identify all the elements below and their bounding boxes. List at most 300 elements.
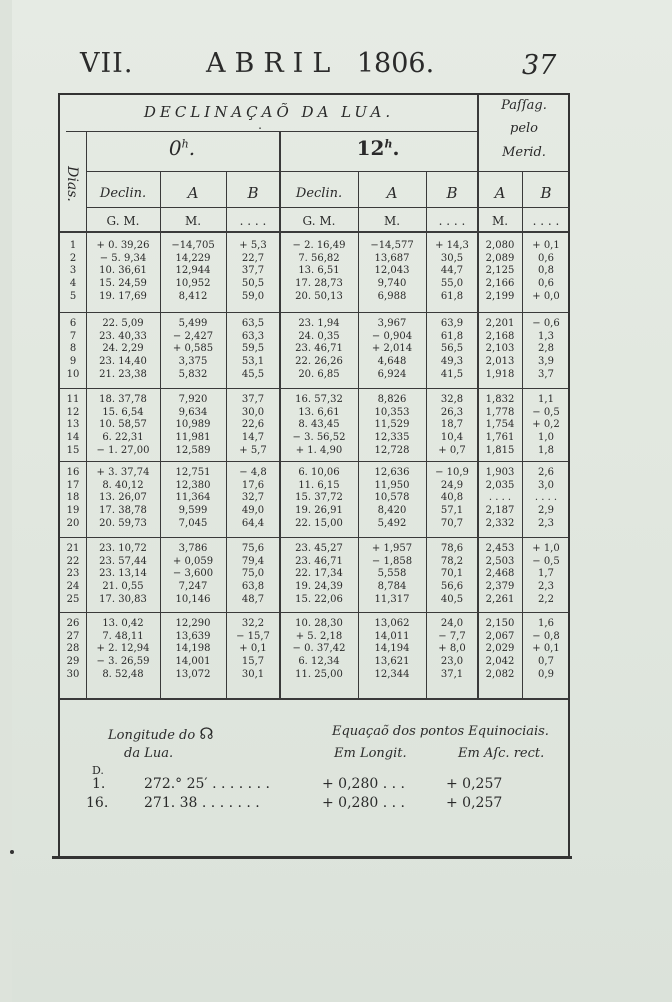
column-a-0h — [160, 394, 226, 458]
column-declin-12h — [280, 318, 358, 382]
day-number: 10 — [66, 368, 80, 380]
cell-declin-0h: 6. 22,31 — [102, 432, 144, 444]
hour-rule — [86, 171, 570, 172]
cell-declin-12h: 13. 6,61 — [298, 406, 340, 418]
unit-m-passage: M. — [491, 214, 509, 228]
cell-declin-12h: 23. 46,71 — [295, 555, 343, 567]
cell-b-12h: 41,5 — [440, 368, 464, 380]
footer-row-1-day: 1. — [92, 776, 106, 792]
cell-a-0h: 9,599 — [178, 505, 208, 517]
day-number: 1 — [69, 240, 77, 251]
cell-passage-a: 2,150 — [485, 618, 515, 629]
equation-title: Equaçaõ dos pontos Equinociais. — [332, 724, 549, 739]
group-rule-4 — [60, 537, 568, 538]
cell-declin-12h: 7. 56,82 — [298, 252, 340, 264]
cell-declin-0h: 13. 0,42 — [102, 618, 144, 629]
cell-a-0h: 7,247 — [178, 581, 208, 593]
cell-a-12h: 8,784 — [377, 581, 407, 593]
cell-passage-a: 2,187 — [485, 505, 515, 517]
cell-a-0h: 12,589 — [175, 444, 211, 456]
day-numbers — [62, 240, 84, 304]
cell-b-12h: 63,9 — [440, 318, 464, 329]
column-passage-b — [522, 394, 570, 458]
cell-a-12h: −14,577 — [370, 240, 414, 251]
unit-dots-passage: . . . . — [532, 214, 560, 228]
chapter-number: VII. — [80, 48, 134, 79]
unit-m-12h: M. — [383, 214, 401, 228]
cell-declin-12h: 19. 26,91 — [295, 505, 343, 517]
cell-declin-0h: 17. 30,83 — [99, 593, 147, 605]
cell-declin-12h: 16. 57,32 — [295, 394, 343, 405]
column-a-12h — [358, 318, 426, 382]
cell-declin-12h: 22. 17,34 — [295, 568, 343, 580]
cell-b-0h: 22,7 — [241, 252, 265, 264]
cell-b-0h: 22,6 — [241, 419, 265, 431]
column-a-12h — [358, 543, 426, 607]
cell-a-12h: 12,043 — [374, 265, 410, 277]
column-passage-b — [522, 467, 570, 531]
month-title: ABRIL 1806. — [206, 48, 435, 79]
cell-a-0h: 7,045 — [178, 517, 208, 529]
cell-declin-0h: 23. 14,40 — [99, 356, 147, 368]
cell-declin-12h: + 5. 2,18 — [295, 630, 343, 642]
cell-a-12h: 12,344 — [374, 668, 410, 680]
cell-declin-12h: 20. 50,13 — [295, 290, 343, 302]
day-number: 6 — [69, 318, 77, 329]
cell-passage-a: 2,013 — [485, 356, 515, 368]
column-b-12h — [426, 240, 478, 304]
cell-a-12h: 14,011 — [374, 630, 410, 642]
cell-passage-a: 1,761 — [485, 432, 515, 444]
cell-declin-12h: 15. 37,72 — [295, 492, 343, 504]
cell-a-0h: −14,705 — [171, 240, 215, 251]
footer-row-1-longitude: 272.° 25′ . . . . . . . — [144, 776, 270, 792]
cell-passage-a: 2,035 — [485, 479, 515, 491]
footer-row-2-day: 16. — [86, 795, 109, 811]
cell-b-12h: + 0,7 — [438, 444, 466, 456]
day-number: 7 — [69, 330, 77, 342]
cell-passage-b: 1,6 — [538, 618, 554, 629]
column-a-12h — [358, 618, 426, 682]
hour-0-heading: 0$^h$. — [168, 136, 196, 160]
group-rule-3 — [60, 461, 568, 462]
cell-a-0h: 14,229 — [175, 252, 211, 264]
column-b-12h — [426, 618, 478, 682]
cell-a-12h: 11,317 — [374, 593, 410, 605]
unit-rule — [60, 231, 568, 233]
cell-b-0h: + 0,1 — [239, 643, 267, 655]
cell-passage-a: . . . . — [488, 492, 512, 504]
cell-a-12h: − 0,904 — [371, 330, 413, 342]
cell-declin-0h: 24. 2,29 — [102, 343, 144, 355]
cell-declin-0h: 7. 48,11 — [102, 630, 144, 642]
cell-passage-b: 2,2 — [538, 593, 554, 605]
cell-declin-12h: 17. 28,73 — [295, 278, 343, 290]
passage-label-line3: Merid. — [502, 145, 546, 160]
cell-passage-a: 2,067 — [485, 630, 515, 642]
column-declin-0h — [86, 240, 160, 304]
cell-a-12h: 3,967 — [377, 318, 407, 329]
em-longit-label: Em Longit. — [334, 746, 407, 761]
cell-b-0h: 37,7 — [241, 394, 265, 405]
cell-declin-0h: 15. 24,59 — [99, 278, 147, 290]
day-number: 24 — [66, 581, 80, 593]
colhead-rule — [86, 207, 570, 208]
col-b-12h: B — [446, 184, 458, 202]
cell-a-12h: + 1,957 — [371, 543, 413, 554]
unit-m-0h: M. — [184, 214, 202, 228]
cell-b-0h: 59,5 — [241, 343, 265, 355]
cell-a-12h: 10,353 — [374, 406, 410, 418]
cell-a-0h: 5,499 — [178, 318, 208, 329]
cell-a-12h: 4,648 — [377, 356, 407, 368]
passage-label-line2: pelo — [510, 121, 538, 136]
column-passage-a — [478, 240, 522, 304]
column-b-0h — [226, 318, 280, 382]
day-number: 4 — [69, 278, 77, 290]
cell-a-0h: − 3,600 — [172, 568, 214, 580]
cell-passage-b: 0,6 — [538, 252, 554, 264]
cell-a-12h: 13,621 — [374, 656, 410, 668]
cell-a-12h: 13,062 — [374, 618, 410, 629]
title-rule — [66, 131, 478, 132]
cell-b-0h: 37,7 — [241, 265, 265, 277]
day-number: 21 — [66, 543, 80, 554]
cell-declin-0h: 13. 26,07 — [99, 492, 147, 504]
column-a-12h — [358, 394, 426, 458]
cell-passage-b: + 1,0 — [532, 543, 560, 554]
cell-declin-12h: 6. 12,34 — [298, 656, 340, 668]
cell-a-0h: 14,198 — [175, 643, 211, 655]
cell-b-12h: 78,2 — [440, 555, 464, 567]
column-passage-a — [478, 618, 522, 682]
day-numbers — [62, 394, 84, 458]
cell-declin-12h: 10. 28,30 — [295, 618, 343, 629]
cell-declin-12h: − 0. 37,42 — [292, 643, 346, 655]
cell-passage-a: 1,815 — [485, 444, 515, 456]
year: 1806. — [356, 48, 435, 79]
cell-passage-b: 3,0 — [538, 479, 554, 491]
cell-a-0h: 8,412 — [178, 290, 208, 302]
cell-declin-0h: 23. 40,33 — [99, 330, 147, 342]
column-a-12h — [358, 240, 426, 304]
cell-b-0h: 59,0 — [241, 290, 265, 302]
cell-passage-b: − 0,8 — [532, 630, 560, 642]
column-passage-b — [522, 543, 570, 607]
cell-passage-a: 2,103 — [485, 343, 515, 355]
column-declin-0h — [86, 543, 160, 607]
cell-passage-b: + 0,2 — [532, 419, 560, 431]
cell-passage-b: 0,7 — [538, 656, 554, 668]
cell-b-12h: 24,0 — [440, 618, 464, 629]
cell-b-0h: 63,3 — [241, 330, 265, 342]
cell-declin-0h: 8. 52,48 — [102, 668, 144, 680]
column-b-0h — [226, 394, 280, 458]
cell-passage-b: 0,6 — [538, 278, 554, 290]
cell-declin-12h: 24. 0,35 — [298, 330, 340, 342]
cell-a-0h: 9,634 — [178, 406, 208, 418]
cell-a-12h: 10,578 — [374, 492, 410, 504]
cell-b-12h: 40,5 — [440, 593, 464, 605]
cell-declin-12h: 23. 46,71 — [295, 343, 343, 355]
cell-declin-12h: 23. 1,94 — [298, 318, 340, 329]
column-declin-0h — [86, 318, 160, 382]
cell-b-0h: 63,8 — [241, 581, 265, 593]
cell-b-12h: 23,0 — [440, 656, 464, 668]
cell-passage-a: 2,379 — [485, 581, 515, 593]
cell-passage-a: 2,089 — [485, 252, 515, 264]
cell-b-0h: − 4,8 — [239, 467, 267, 478]
cell-passage-b: 2,8 — [538, 343, 554, 355]
column-declin-0h — [86, 394, 160, 458]
cell-passage-a: 2,201 — [485, 318, 515, 329]
cell-a-0h: 10,952 — [175, 278, 211, 290]
day-number: 22 — [66, 555, 80, 567]
column-declin-0h — [86, 618, 160, 682]
day-number: 18 — [66, 492, 80, 504]
unit-gm-12h: G. M. — [302, 214, 336, 228]
day-number: 9 — [69, 356, 77, 368]
cell-a-0h: 3,786 — [178, 543, 208, 554]
cell-declin-0h: 10. 58,57 — [99, 419, 147, 431]
cell-declin-0h: 8. 40,12 — [102, 479, 144, 491]
cell-passage-a: 2,042 — [485, 656, 515, 668]
cell-passage-b: 1,8 — [538, 444, 554, 456]
column-declin-12h — [280, 543, 358, 607]
declination-title: DECLINAÇAÕ DA LUA. — [143, 103, 395, 121]
group-rule-1 — [60, 312, 568, 313]
day-number: 19 — [66, 505, 80, 517]
day-number: 15 — [66, 444, 80, 456]
cell-a-12h: 9,740 — [377, 278, 407, 290]
cell-passage-a: 2,503 — [485, 555, 515, 567]
cell-b-12h: 70,7 — [440, 517, 464, 529]
cell-passage-b: − 0,6 — [532, 318, 560, 329]
cell-declin-0h: 23. 10,72 — [99, 543, 147, 554]
col-b-passage: B — [540, 184, 552, 202]
cell-declin-0h: − 3. 26,59 — [96, 656, 150, 668]
cell-b-12h: 37,1 — [440, 668, 464, 680]
cell-b-12h: 26,3 — [440, 406, 464, 418]
cell-passage-a: 2,166 — [485, 278, 515, 290]
column-b-0h — [226, 240, 280, 304]
cell-declin-0h: − 5. 9,34 — [99, 252, 147, 264]
col-declin-0h: Declin. — [99, 186, 147, 201]
cell-a-12h: 6,988 — [377, 290, 407, 302]
cell-passage-a: 2,199 — [485, 290, 515, 302]
days-label: Dias. — [64, 166, 80, 202]
col-a-0h: A — [187, 184, 199, 202]
cell-declin-12h: − 3. 56,52 — [292, 432, 346, 444]
hour-12-heading: 12$^h$. — [356, 136, 400, 160]
cell-b-12h: − 7,7 — [438, 630, 466, 642]
column-b-12h — [426, 467, 478, 531]
column-passage-a — [478, 467, 522, 531]
column-b-0h — [226, 467, 280, 531]
page-header — [0, 44, 672, 84]
cell-a-0h: 13,072 — [175, 668, 211, 680]
cell-a-0h: 12,751 — [175, 467, 211, 478]
cell-b-0h: 32,7 — [241, 492, 265, 504]
cell-a-12h: 12,636 — [374, 467, 410, 478]
cell-a-0h: 12,380 — [175, 479, 211, 491]
cell-declin-0h: 20. 59,73 — [99, 517, 147, 529]
cell-passage-b: 0,8 — [538, 265, 554, 277]
cell-b-0h: 32,2 — [241, 618, 265, 629]
day-number: 13 — [66, 419, 80, 431]
cell-declin-12h: 11. 25,00 — [295, 668, 343, 680]
cell-a-0h: 14,001 — [175, 656, 211, 668]
cell-a-0h: 12,944 — [175, 265, 211, 277]
passage-label-line1: Paſſag. — [501, 98, 547, 113]
column-passage-b — [522, 618, 570, 682]
column-declin-12h — [280, 240, 358, 304]
cell-b-0h: − 15,7 — [236, 630, 270, 642]
cell-declin-0h: 18. 37,78 — [99, 394, 147, 405]
column-b-12h — [426, 543, 478, 607]
cell-b-12h: 56,5 — [440, 343, 464, 355]
longitude-label-moon: da Lua. — [124, 746, 174, 761]
cell-passage-a: 1,903 — [485, 467, 515, 478]
footer-row-2-eq-asc: + 0,257 — [446, 795, 503, 811]
cell-b-12h: 78,6 — [440, 543, 464, 554]
day-number: 11 — [66, 394, 80, 405]
column-declin-12h — [280, 467, 358, 531]
day-numbers — [62, 543, 84, 607]
cell-a-12h: 14,194 — [374, 643, 410, 655]
cell-a-12h: 12,335 — [374, 432, 410, 444]
cell-b-12h: 18,7 — [440, 419, 464, 431]
day-number: 14 — [66, 432, 80, 444]
cell-passage-b: . . . . — [534, 492, 558, 504]
cell-b-0h: 14,7 — [241, 432, 265, 444]
column-declin-12h — [280, 618, 358, 682]
cell-passage-a: 1,918 — [485, 368, 515, 380]
column-a-0h — [160, 467, 226, 531]
column-passage-a — [478, 394, 522, 458]
cell-b-12h: + 14,3 — [435, 240, 469, 251]
column-a-12h — [358, 467, 426, 531]
cell-declin-0h: 22. 5,09 — [102, 318, 144, 329]
unit-dots-12h: . . . . — [438, 214, 466, 228]
cell-b-0h: 15,7 — [241, 656, 265, 668]
cell-a-0h: 11,364 — [175, 492, 211, 504]
cell-b-12h: 49,3 — [440, 356, 464, 368]
cell-passage-b: 2,3 — [538, 517, 554, 529]
cell-b-12h: 32,8 — [440, 394, 464, 405]
column-a-0h — [160, 318, 226, 382]
cell-a-0h: − 2,427 — [172, 330, 214, 342]
cell-passage-a: 2,168 — [485, 330, 515, 342]
em-asc-label: Em Aſc. rect. — [458, 746, 545, 761]
cell-b-12h: 24,9 — [440, 479, 464, 491]
cell-b-12h: 10,4 — [440, 432, 464, 444]
cell-a-0h: 12,290 — [175, 618, 211, 629]
cell-a-12h: 5,558 — [377, 568, 407, 580]
cell-passage-b: − 0,5 — [532, 406, 560, 418]
cell-b-0h: 30,1 — [241, 668, 265, 680]
column-passage-a — [478, 318, 522, 382]
cell-declin-0h: 15. 6,54 — [102, 406, 144, 418]
unit-gm-0h: G. M. — [106, 214, 140, 228]
cell-b-0h: 30,0 — [241, 406, 265, 418]
cell-passage-b: 1,0 — [538, 432, 554, 444]
cell-b-12h: 44,7 — [440, 265, 464, 277]
cell-b-0h: 49,0 — [241, 505, 265, 517]
cell-b-0h: 50,5 — [241, 278, 265, 290]
cell-a-12h: 12,728 — [374, 444, 410, 456]
day-number: 3 — [69, 265, 77, 277]
cell-passage-b: 3,9 — [538, 356, 554, 368]
cell-b-0h: 64,4 — [241, 517, 265, 529]
cell-a-12h: + 2,014 — [371, 343, 413, 355]
cell-declin-12h: 11. 6,15 — [298, 479, 340, 491]
cell-passage-a: 2,125 — [485, 265, 515, 277]
cell-declin-0h: 23. 13,14 — [99, 568, 147, 580]
column-declin-0h — [86, 467, 160, 531]
cell-b-12h: + 8,0 — [438, 643, 466, 655]
cell-b-0h: 48,7 — [241, 593, 265, 605]
cell-a-0h: 10,989 — [175, 419, 211, 431]
cell-b-0h: 45,5 — [241, 368, 265, 380]
cell-passage-a: 2,082 — [485, 668, 515, 680]
cell-b-12h: 57,1 — [440, 505, 464, 517]
cell-a-0h: 5,832 — [178, 368, 208, 380]
cell-declin-12h: 20. 6,85 — [298, 368, 340, 380]
day-number: 17 — [66, 479, 80, 491]
cell-b-12h: 55,0 — [440, 278, 464, 290]
day-number: 16 — [66, 467, 80, 478]
group-rule-5 — [60, 612, 568, 613]
day-number: 27 — [66, 630, 80, 642]
cell-declin-0h: 23. 57,44 — [99, 555, 147, 567]
cell-b-0h: 75,0 — [241, 568, 265, 580]
cell-declin-0h: 21. 23,38 — [99, 368, 147, 380]
col-a-passage: A — [494, 184, 506, 202]
cell-b-0h: + 5,7 — [239, 444, 267, 456]
day-number: 26 — [66, 618, 80, 629]
cell-a-12h: − 1,858 — [371, 555, 413, 567]
day-number: 5 — [69, 290, 77, 302]
cell-passage-b: 1,7 — [538, 568, 554, 580]
cell-passage-a: 2,453 — [485, 543, 515, 554]
cell-declin-0h: 10. 36,61 — [99, 265, 147, 277]
day-number: 12 — [66, 406, 80, 418]
cell-a-0h: 3,375 — [178, 356, 208, 368]
cell-declin-12h: 22. 26,26 — [295, 356, 343, 368]
cell-a-12h: 8,826 — [377, 394, 407, 405]
cell-passage-a: 2,080 — [485, 240, 515, 251]
cell-a-0h: 11,981 — [175, 432, 211, 444]
column-passage-a — [478, 543, 522, 607]
body-bottom-rule — [60, 698, 568, 700]
longitude-label: Longitude do ☊ — [108, 724, 214, 743]
day-number: 30 — [66, 668, 80, 680]
day-number: 28 — [66, 643, 80, 655]
cell-passage-b: 2,3 — [538, 581, 554, 593]
cell-b-12h: − 10,9 — [435, 467, 469, 478]
cell-a-12h: 6,924 — [377, 368, 407, 380]
cell-declin-0h: − 1. 27,00 — [96, 444, 150, 456]
cell-declin-12h: 15. 22,06 — [295, 593, 343, 605]
cell-b-12h: 56,6 — [440, 581, 464, 593]
cell-a-0h: 7,920 — [178, 394, 208, 405]
cell-b-12h: 40,8 — [440, 492, 464, 504]
ascending-node-symbol: ☊ — [199, 724, 214, 743]
cell-declin-0h: 21. 0,55 — [102, 581, 144, 593]
page-number: 37 — [522, 50, 557, 81]
cell-declin-0h: + 3. 37,74 — [96, 467, 150, 478]
